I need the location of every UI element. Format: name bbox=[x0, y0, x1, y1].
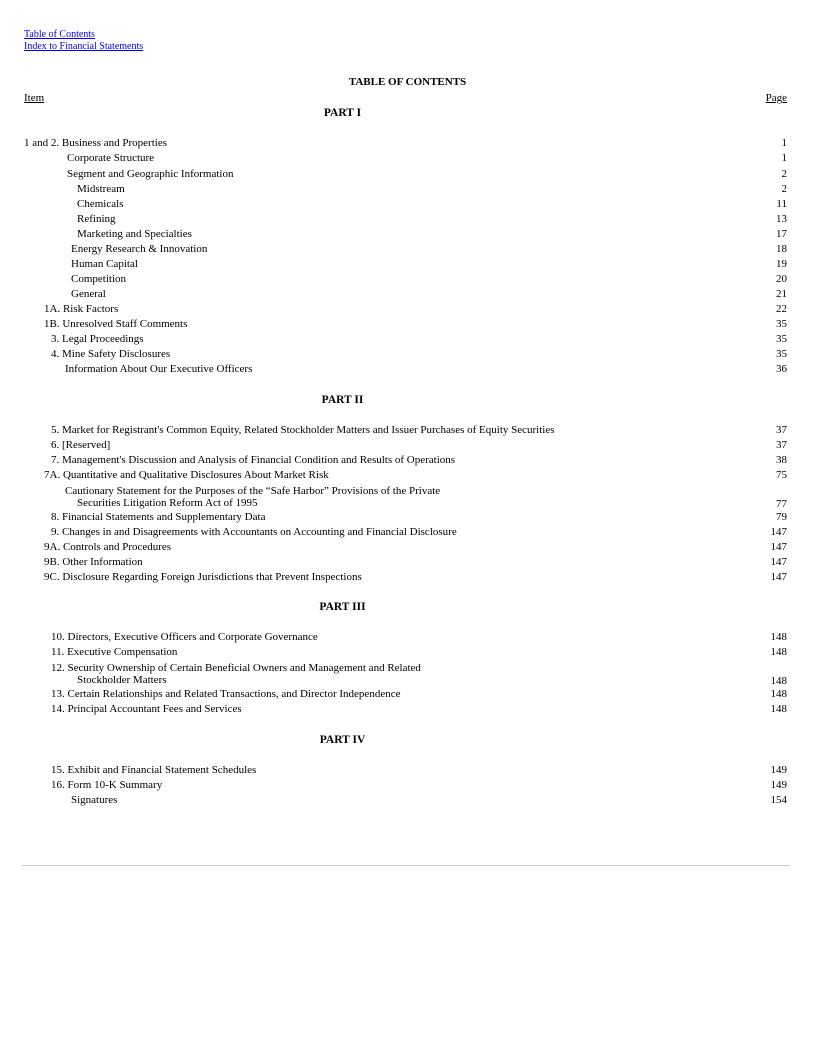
page-column-header: Page bbox=[765, 92, 787, 104]
toc-entry bbox=[24, 167, 787, 182]
table-of-contents-link[interactable]: Table of Contents bbox=[24, 29, 95, 40]
toc-entry-page: 147 bbox=[770, 541, 787, 553]
toc-entry bbox=[24, 197, 787, 212]
toc-entry-label: Chemicals bbox=[77, 198, 124, 210]
part-iv-heading: PART IV bbox=[319, 734, 366, 746]
toc-entry-label: Marketing and Specialties bbox=[77, 228, 192, 240]
toc-entry bbox=[24, 485, 787, 512]
toc-entry bbox=[24, 257, 787, 272]
toc-entry bbox=[24, 332, 787, 347]
toc-entry-label: 7. Management's Discussion and Analysis of Financial Condition and Results of Operations bbox=[51, 454, 456, 466]
toc-entry-label-continued: Stockholder Matters bbox=[77, 674, 167, 686]
toc-entry bbox=[24, 570, 787, 585]
index-to-financial-statements-link[interactable]: Index to Financial Statements bbox=[24, 41, 144, 52]
toc-entry-page: 19 bbox=[776, 258, 787, 270]
toc-entry-label-continued: Securities Litigation Reform Act of 1995 bbox=[77, 497, 258, 509]
toc-entry-page: 2 bbox=[781, 168, 787, 180]
toc-entry bbox=[24, 347, 787, 362]
toc-entry bbox=[24, 151, 787, 166]
toc-entry bbox=[24, 778, 787, 793]
toc-entry-page: 35 bbox=[776, 318, 787, 330]
toc-entry-label: 8. Financial Statements and Supplementary Data bbox=[51, 511, 266, 523]
toc-entry-page: 36 bbox=[776, 363, 787, 375]
toc-entry-label: 9B. Other Information bbox=[44, 556, 143, 568]
toc-entry bbox=[24, 510, 787, 525]
toc-entry-page: 79 bbox=[776, 511, 787, 523]
toc-entry-label: Corporate Structure bbox=[67, 152, 155, 164]
toc-entry-page: 148 bbox=[770, 675, 787, 687]
toc-entry bbox=[24, 525, 787, 540]
toc-entry-page: 13 bbox=[776, 213, 787, 225]
toc-entry-label: Refining bbox=[77, 213, 116, 225]
toc-entry-page: 75 bbox=[776, 469, 787, 481]
toc-entry-page: 11 bbox=[776, 198, 787, 210]
toc-entry-label: Cautionary Statement for the Purposes of the “Safe Harbor” Provisions of the Private bbox=[65, 485, 441, 497]
toc-entry-label: Energy Research & Innovation bbox=[71, 243, 208, 255]
toc-entry-label: Information About Our Executive Officers bbox=[65, 363, 253, 375]
toc-entry-page: 35 bbox=[776, 333, 787, 345]
toc-entry bbox=[24, 242, 787, 257]
part-i-heading: PART I bbox=[323, 107, 362, 119]
toc-entry bbox=[24, 302, 787, 317]
toc-entry-label: 3. Legal Proceedings bbox=[51, 333, 144, 345]
toc-entry bbox=[24, 763, 787, 778]
toc-entry-label: 5. Market for Registrant's Common Equity, Related Stockholder Matters and Issuer Purchases of Equity Securities bbox=[51, 424, 555, 436]
toc-entry bbox=[24, 272, 787, 287]
toc-entry-label: 1A. Risk Factors bbox=[44, 303, 119, 315]
toc-entry-label: General bbox=[71, 288, 106, 300]
toc-entry-page: 35 bbox=[776, 348, 787, 360]
toc-entry-label: 13. Certain Relationships and Related Transactions, and Director Independence bbox=[51, 688, 401, 700]
toc-entry-page: 148 bbox=[770, 703, 787, 715]
toc-entry bbox=[24, 287, 787, 302]
toc-entry bbox=[24, 555, 787, 570]
toc-entry-label: 1 and 2. Business and Properties bbox=[24, 137, 167, 149]
toc-entry bbox=[24, 645, 787, 660]
toc-entry-page: 17 bbox=[776, 228, 787, 240]
toc-entry bbox=[24, 468, 787, 483]
toc-entry-label: 10. Directors, Executive Officers and Corporate Governance bbox=[51, 631, 318, 643]
page-title: TABLE OF CONTENTS bbox=[348, 76, 467, 88]
toc-entry bbox=[24, 182, 787, 197]
toc-entry-label: Signatures bbox=[71, 794, 118, 806]
toc-entry bbox=[24, 136, 787, 151]
part-ii-heading: PART II bbox=[321, 394, 364, 406]
toc-entry bbox=[24, 630, 787, 645]
toc-entry bbox=[24, 317, 787, 332]
toc-entry-page: 77 bbox=[776, 498, 787, 510]
toc-entry bbox=[24, 702, 787, 717]
toc-entry bbox=[24, 212, 787, 227]
top-navigation-links bbox=[24, 29, 143, 53]
item-column-header: Item bbox=[24, 92, 45, 104]
toc-entry-label: Human Capital bbox=[71, 258, 138, 270]
toc-entry bbox=[24, 453, 787, 468]
toc-entry-page: 37 bbox=[776, 424, 787, 436]
toc-entry-page: 148 bbox=[770, 631, 787, 643]
toc-entry-page: 1 bbox=[781, 152, 787, 164]
toc-entry bbox=[24, 423, 787, 438]
toc-entry bbox=[24, 362, 787, 377]
toc-entry-label: 12. Security Ownership of Certain Beneficial Owners and Management and Related bbox=[51, 662, 421, 674]
toc-entry bbox=[24, 793, 787, 808]
toc-entry-label: Segment and Geographic Information bbox=[67, 168, 234, 180]
toc-entry-page: 149 bbox=[770, 764, 787, 776]
toc-entry-label: 1B. Unresolved Staff Comments bbox=[44, 318, 188, 330]
toc-entry bbox=[24, 687, 787, 702]
toc-entry-label: 11. Executive Compensation bbox=[51, 646, 178, 658]
toc-entry-page: 1 bbox=[781, 137, 787, 149]
toc-entry-page: 22 bbox=[776, 303, 787, 315]
toc-entry-page: 147 bbox=[770, 556, 787, 568]
toc-entry-page: 154 bbox=[770, 794, 787, 806]
toc-entry-page: 38 bbox=[776, 454, 787, 466]
toc-entry-label: 4. Mine Safety Disclosures bbox=[51, 348, 171, 360]
toc-entry bbox=[24, 227, 787, 242]
toc-entry bbox=[24, 438, 787, 453]
toc-entry-page: 147 bbox=[770, 526, 787, 538]
toc-entry-page: 148 bbox=[770, 688, 787, 700]
toc-entry-page: 21 bbox=[776, 288, 787, 300]
toc-entry-label: 9. Changes in and Disagreements with Accountants on Accounting and Financial Disclosure bbox=[51, 526, 457, 538]
toc-entry bbox=[24, 662, 787, 689]
toc-entry-page: 148 bbox=[770, 646, 787, 658]
toc-entry-label: 6. [Reserved] bbox=[51, 439, 111, 451]
toc-entry-page: 147 bbox=[770, 571, 787, 583]
toc-entry-label: 9C. Disclosure Regarding Foreign Jurisdictions that Prevent Inspections bbox=[44, 571, 362, 583]
toc-entry-label: 9A. Controls and Procedures bbox=[44, 541, 172, 553]
page-divider bbox=[22, 865, 790, 866]
toc-entry-page: 20 bbox=[776, 273, 787, 285]
toc-entry-label: Midstream bbox=[77, 183, 125, 195]
toc-entry-label: 14. Principal Accountant Fees and Services bbox=[51, 703, 242, 715]
toc-entry-label: 15. Exhibit and Financial Statement Schedules bbox=[51, 764, 257, 776]
toc-entry-label: 16. Form 10-K Summary bbox=[51, 779, 163, 791]
toc-entry-page: 149 bbox=[770, 779, 787, 791]
toc-entry-page: 18 bbox=[776, 243, 787, 255]
toc-entry-label: 7A. Quantitative and Qualitative Disclosures About Market Risk bbox=[44, 469, 329, 481]
toc-entry-page: 37 bbox=[776, 439, 787, 451]
toc-entry bbox=[24, 540, 787, 555]
toc-entry-page: 2 bbox=[781, 183, 787, 195]
part-iii-heading: PART III bbox=[319, 601, 366, 613]
toc-entry-label: Competition bbox=[71, 273, 126, 285]
